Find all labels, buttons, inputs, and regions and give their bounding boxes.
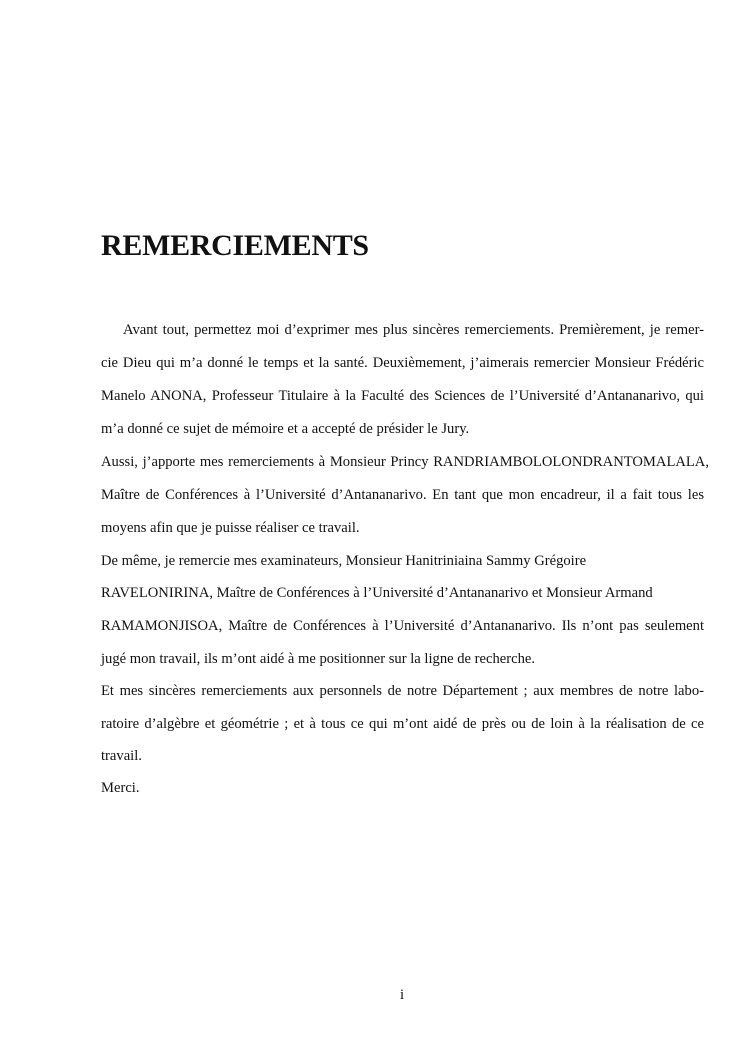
paragraph-line: moyens afin que je puisse réaliser ce travail. (101, 520, 360, 536)
paragraph-line: m’a donné ce sujet de mémoire et a accepté de présider le Jury. (101, 421, 470, 437)
paragraph-line: RAMAMONJISOA, Maître de Conférences à l’Université d’Antananarivo. Ils n’ont pas seulement (101, 618, 704, 634)
paragraph-line: RAVELONIRINA, Maître de Conférences à l’Université d’Antananarivo et Monsieur Armand (101, 585, 653, 601)
paragraph-line: De même, je remercie mes examinateurs, Monsieur Hanitriniaina Sammy Grégoire (101, 553, 587, 569)
paragraph-line: Et mes sincères remerciements aux personnels de notre Département ; aux membres de notre labo- (101, 683, 704, 699)
paragraph-line: Maître de Conférences à l’Université d’Antananarivo. En tant que mon encadreur, il a fait tous les (101, 487, 704, 503)
paragraph-line: cie Dieu qui m’a donné le temps et la santé. Deuxièmement, j’aimerais remercier Monsieur Frédéric (101, 355, 704, 371)
page-number: i (399, 987, 405, 1003)
paragraph-line: Aussi, j’apporte mes remerciements à Monsieur Princy RANDRIAMBOLOLONDRANTOMALALA, (101, 454, 709, 470)
paragraph-line: Manelo ANONA, Professeur Titulaire à la Faculté des Sciences de l’Université d’Antananarivo, qui (101, 388, 704, 404)
page-title: REMERCIEMENTS (101, 229, 369, 262)
paragraph-line: Merci. (101, 780, 140, 796)
paragraph-line: jugé mon travail, ils m’ont aidé à me positionner sur la ligne de recherche. (101, 651, 536, 667)
paragraph-line: Avant tout, permettez moi d’exprimer mes plus sincères remerciements. Premièrement, je remer- (123, 322, 704, 338)
paragraph-line: travail. (101, 748, 142, 764)
paragraph-line: ratoire d’algèbre et géométrie ; et à tous ce qui m’ont aidé de près ou de loin à la réalisation de ce (101, 716, 704, 732)
